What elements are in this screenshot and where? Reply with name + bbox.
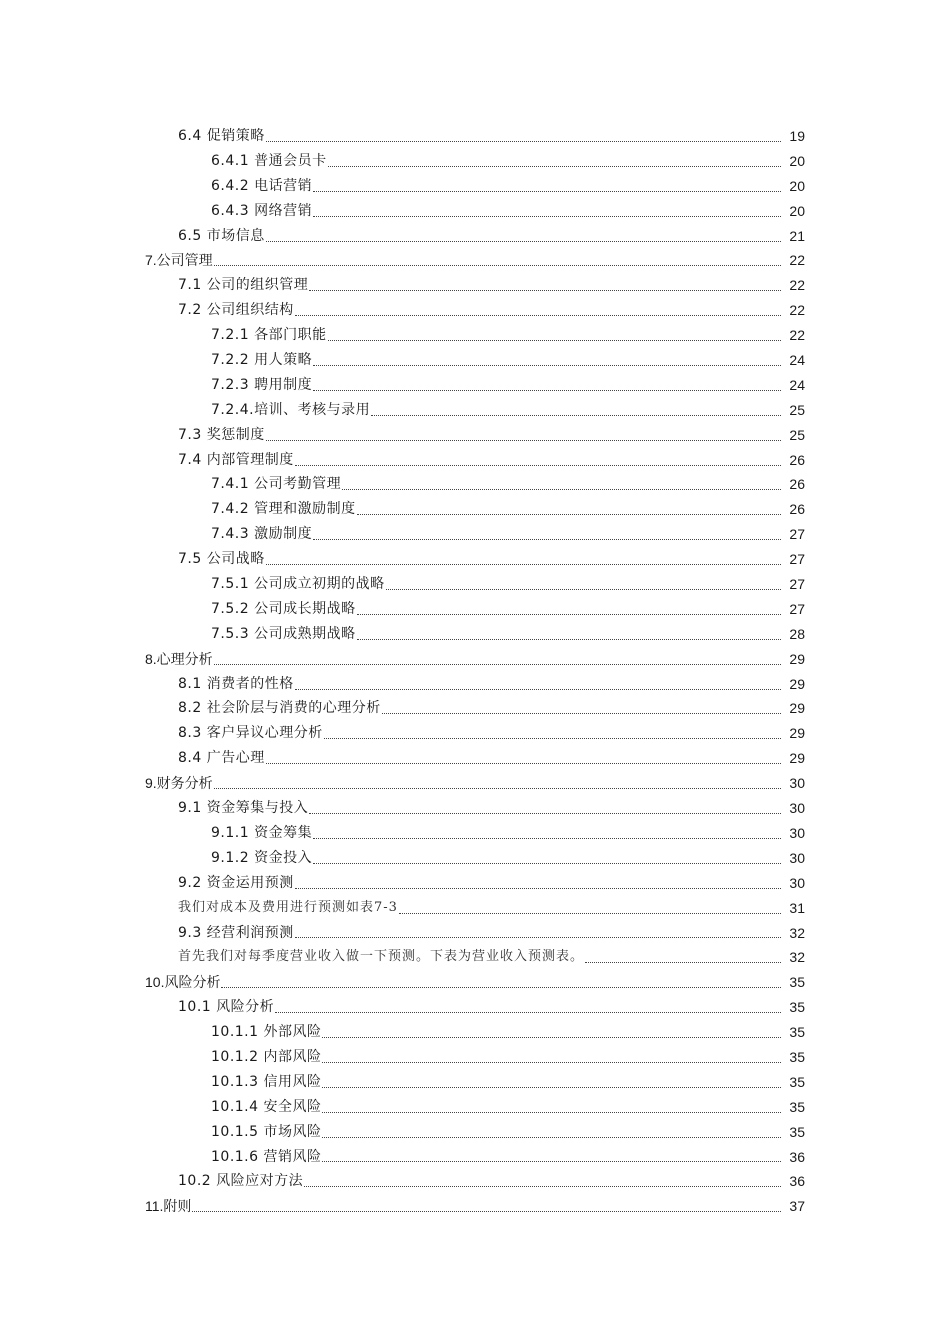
toc-entry-title: 8.1 消费者的性格 <box>178 675 294 692</box>
table-of-contents <box>0 124 950 1219</box>
dot-leader <box>192 1210 781 1212</box>
dot-leader <box>328 165 781 167</box>
toc-entry-title: 6.4.2 电话营销 <box>211 177 313 194</box>
dot-leader <box>386 588 781 590</box>
dot-leader <box>322 1160 781 1162</box>
toc-entry-title: 7.2.4.培训、考核与录用 <box>211 401 371 418</box>
dot-leader <box>313 215 781 217</box>
toc-page-number: 36 <box>789 1148 805 1165</box>
dot-leader <box>313 862 781 864</box>
toc-entry-title: 首先我们对每季度营业收入做一下预测。下表为营业收入预测表。 <box>178 949 585 965</box>
toc-entry[interactable] <box>0 771 950 796</box>
toc-entry-title: 我们对成本及费用进行预测如表7-3 <box>178 899 398 915</box>
toc-entry-title: 9.1 资金筹集与投入 <box>178 800 309 817</box>
toc-entry[interactable] <box>0 273 950 298</box>
toc-entry-title: 10.风险分析 <box>145 974 221 991</box>
dot-leader <box>266 563 781 565</box>
toc-entry[interactable] <box>0 348 950 373</box>
toc-entry-title: 7.5.3 公司成熟期战略 <box>211 625 356 642</box>
dot-leader <box>322 1086 781 1088</box>
toc-entry[interactable] <box>0 522 950 547</box>
toc-entry[interactable] <box>0 1120 950 1145</box>
toc-page-number: 29 <box>789 725 805 742</box>
toc-entry-title: 11.附则 <box>145 1198 192 1215</box>
dot-leader <box>221 986 781 988</box>
toc-entry-title: 9.1.1 资金筹集 <box>211 824 313 841</box>
toc-page-number: 30 <box>789 800 805 817</box>
toc-entry-title: 7.公司管理 <box>145 252 213 269</box>
dot-leader <box>295 314 781 316</box>
toc-page-number: 29 <box>789 650 805 667</box>
toc-entry-title: 9.2 资金运用预测 <box>178 874 294 891</box>
toc-page-number: 35 <box>789 974 805 991</box>
toc-entry-title: 10.1.5 市场风险 <box>211 1123 322 1140</box>
toc-entry[interactable] <box>0 796 950 821</box>
toc-entry[interactable] <box>0 647 950 672</box>
toc-entry-title: 8.3 客户异议心理分析 <box>178 725 323 742</box>
toc-page-number: 25 <box>789 401 805 418</box>
toc-page-number: 30 <box>789 849 805 866</box>
dot-leader <box>328 339 781 341</box>
toc-page-number: 29 <box>789 750 805 767</box>
toc-page-number: 22 <box>789 277 805 294</box>
toc-entry[interactable] <box>0 398 950 423</box>
toc-page-number: 27 <box>789 551 805 568</box>
dot-leader <box>214 663 781 665</box>
toc-page-number: 27 <box>789 600 805 617</box>
toc-entry[interactable] <box>0 224 950 249</box>
toc-page-number: 35 <box>789 1048 805 1065</box>
dot-leader <box>309 289 781 291</box>
dot-leader <box>266 439 781 441</box>
toc-page-number: 21 <box>789 227 805 244</box>
dot-leader <box>304 1185 781 1187</box>
toc-entry-title: 10.1.2 内部风险 <box>211 1048 322 1065</box>
toc-entry[interactable] <box>0 672 950 697</box>
dot-leader <box>214 264 781 266</box>
toc-page-number: 27 <box>789 526 805 543</box>
toc-entry[interactable] <box>0 149 950 174</box>
toc-entry-title: 10.1.4 安全风险 <box>211 1098 322 1115</box>
toc-page-number: 24 <box>789 376 805 393</box>
toc-page-number: 20 <box>789 177 805 194</box>
dot-leader <box>313 538 781 540</box>
toc-entry-title: 7.4.1 公司考勤管理 <box>211 476 342 493</box>
dot-leader <box>322 1111 781 1113</box>
dot-leader <box>313 190 781 192</box>
dot-leader <box>295 688 781 690</box>
toc-entry[interactable] <box>0 199 950 224</box>
toc-entry[interactable] <box>0 298 950 323</box>
toc-page-number: 30 <box>789 824 805 841</box>
dot-leader <box>322 1061 781 1063</box>
toc-page-number: 35 <box>789 1098 805 1115</box>
dot-leader <box>275 1011 781 1013</box>
toc-entry[interactable] <box>0 1020 950 1045</box>
dot-leader <box>371 414 781 416</box>
toc-page-number: 36 <box>789 1173 805 1190</box>
toc-page-number: 26 <box>789 476 805 493</box>
toc-entry[interactable] <box>0 721 950 746</box>
toc-entry-title: 7.4.2 管理和激励制度 <box>211 501 356 518</box>
dot-leader <box>357 638 781 640</box>
toc-entry-title: 6.4.1 普通会员卡 <box>211 152 327 169</box>
toc-entry-title: 10.1.6 营销风险 <box>211 1148 322 1165</box>
toc-page-number: 35 <box>789 1123 805 1140</box>
dot-leader <box>295 464 781 466</box>
toc-entry-title: 6.4.3 网络营销 <box>211 202 313 219</box>
toc-entry[interactable] <box>0 945 950 970</box>
toc-entry-title: 7.4 内部管理制度 <box>178 451 294 468</box>
toc-entry[interactable] <box>0 696 950 721</box>
toc-page-number: 35 <box>789 1073 805 1090</box>
toc-entry-title: 8.心理分析 <box>145 650 213 667</box>
dot-leader <box>585 961 781 963</box>
toc-page-number: 32 <box>789 924 805 941</box>
dot-leader <box>324 737 781 739</box>
toc-entry-title: 7.2 公司组织结构 <box>178 302 294 319</box>
dot-leader <box>313 364 781 366</box>
toc-entry-title: 7.5.2 公司成长期战略 <box>211 600 356 617</box>
toc-page-number: 24 <box>789 352 805 369</box>
dot-leader <box>266 140 781 142</box>
toc-entry-title: 7.4.3 激励制度 <box>211 526 313 543</box>
toc-entry[interactable] <box>0 622 950 647</box>
toc-entry-title: 7.5.1 公司成立初期的战略 <box>211 576 385 593</box>
toc-page-number: 29 <box>789 700 805 717</box>
toc-page-number: 35 <box>789 1024 805 1041</box>
dot-leader <box>295 887 781 889</box>
dot-leader <box>309 812 781 814</box>
toc-entry-title: 7.2.3 聘用制度 <box>211 376 313 393</box>
toc-page-number: 37 <box>789 1198 805 1215</box>
toc-entry[interactable] <box>0 448 950 473</box>
toc-entry-title: 9.1.2 资金投入 <box>211 849 313 866</box>
toc-entry-title: 6.5 市场信息 <box>178 227 265 244</box>
toc-page-number: 22 <box>789 327 805 344</box>
toc-entry[interactable] <box>0 746 950 771</box>
toc-entry[interactable] <box>0 174 950 199</box>
toc-entry-title: 8.2 社会阶层与消费的心理分析 <box>178 700 381 717</box>
toc-entry-title: 7.2.1 各部门职能 <box>211 327 327 344</box>
dot-leader <box>313 389 781 391</box>
toc-entry[interactable] <box>0 1095 950 1120</box>
toc-entry[interactable] <box>0 497 950 522</box>
dot-leader <box>357 613 781 615</box>
toc-page-number: 30 <box>789 775 805 792</box>
toc-entry-title: 7.3 奖惩制度 <box>178 426 265 443</box>
toc-entry[interactable] <box>0 846 950 871</box>
toc-entry[interactable] <box>0 472 950 497</box>
toc-page-number: 25 <box>789 426 805 443</box>
toc-entry-title: 7.2.2 用人策略 <box>211 352 313 369</box>
toc-entry-title: 10.1.1 外部风险 <box>211 1024 322 1041</box>
toc-entry[interactable] <box>0 1194 950 1219</box>
toc-entry-title: 10.2 风险应对方法 <box>178 1173 304 1190</box>
toc-entry[interactable] <box>0 896 950 921</box>
toc-entry[interactable] <box>0 1169 950 1194</box>
toc-entry-title: 7.5 公司战略 <box>178 551 265 568</box>
toc-entry-title: 10.1.3 信用风险 <box>211 1073 322 1090</box>
toc-page-number: 31 <box>789 899 805 916</box>
toc-entry[interactable] <box>0 995 950 1020</box>
toc-entry[interactable] <box>0 572 950 597</box>
dot-leader <box>382 712 781 714</box>
toc-entry-title: 9.3 经营利润预测 <box>178 924 294 941</box>
toc-page-number: 22 <box>789 302 805 319</box>
toc-entry[interactable] <box>0 871 950 896</box>
toc-entry[interactable] <box>0 921 950 946</box>
toc-entry[interactable] <box>0 970 950 995</box>
toc-entry-title: 8.4 广告心理 <box>178 750 265 767</box>
toc-page-number: 32 <box>789 949 805 966</box>
toc-page-number: 20 <box>789 202 805 219</box>
toc-entry[interactable] <box>0 1070 950 1095</box>
toc-entry-title: 6.4 促销策略 <box>178 128 265 144</box>
toc-entry-title: 7.1 公司的组织管理 <box>178 277 309 294</box>
toc-entry[interactable] <box>0 248 950 273</box>
dot-leader <box>322 1136 781 1138</box>
toc-page-number: 27 <box>789 576 805 593</box>
dot-leader <box>313 837 781 839</box>
toc-entry[interactable] <box>0 1045 950 1070</box>
toc-entry-title: 10.1 风险分析 <box>178 999 275 1016</box>
toc-page-number: 19 <box>789 128 805 144</box>
toc-page-number: 22 <box>789 252 805 269</box>
dot-leader <box>266 762 781 764</box>
toc-entry-title: 9.财务分析 <box>145 775 213 792</box>
dot-leader <box>357 513 781 515</box>
dot-leader <box>214 787 781 789</box>
dot-leader <box>266 240 781 242</box>
toc-entry[interactable] <box>0 597 950 622</box>
toc-entry[interactable] <box>0 423 950 448</box>
toc-page-number: 30 <box>789 874 805 891</box>
toc-page-number: 35 <box>789 999 805 1016</box>
toc-entry[interactable] <box>0 373 950 398</box>
toc-entry[interactable] <box>0 1145 950 1170</box>
toc-page-number: 26 <box>789 501 805 518</box>
dot-leader <box>322 1036 781 1038</box>
toc-entry[interactable] <box>0 124 950 149</box>
toc-page-number: 28 <box>789 625 805 642</box>
dot-leader <box>295 936 781 938</box>
dot-leader <box>342 488 781 490</box>
toc-entry[interactable] <box>0 323 950 348</box>
toc-page-number: 29 <box>789 675 805 692</box>
toc-page-number: 26 <box>789 451 805 468</box>
toc-entry[interactable] <box>0 821 950 846</box>
toc-entry[interactable] <box>0 547 950 572</box>
toc-page-number: 20 <box>789 152 805 169</box>
dot-leader <box>399 912 781 914</box>
